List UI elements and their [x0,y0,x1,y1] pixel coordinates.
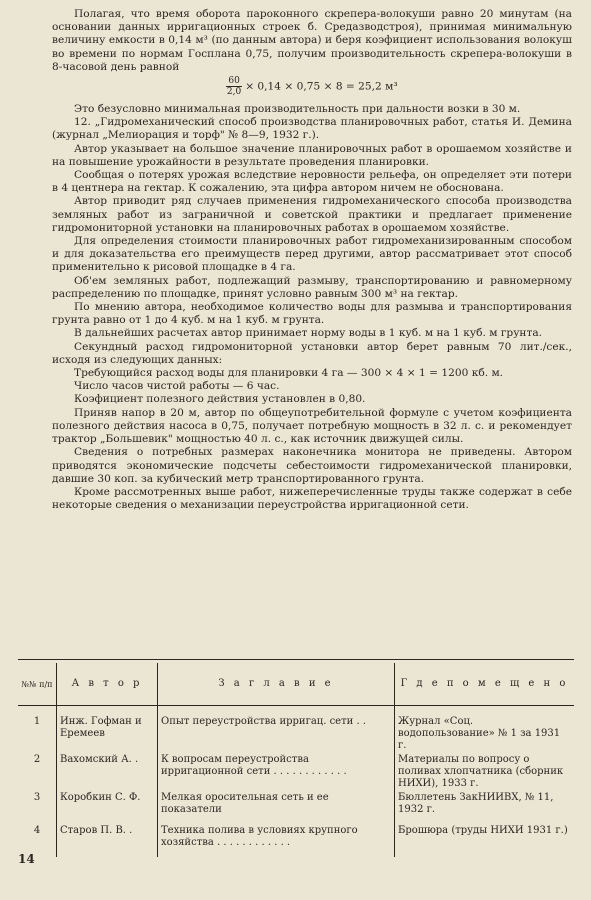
paragraph: Сведения о потребных размерах наконечника монитора не приведены. Автором приводятся экономические подсчеты себестоимости гидромеханической планировки, давшие 30 коп. за кубический метр транспортированного грунта. [52,446,572,485]
row-title: К вопросам переустройства ирригационной сети . . . . . . . . . . . . [158,753,395,791]
row-author: Вахомский А. . [57,753,158,791]
paragraph: По мнению автора, необходимое количество воды для размыва и транспортирования грунта равно от 1 до 4 куб. м на 1 куб. м грунта. [52,301,572,327]
paragraph: Требующийся расход воды для планировки 4 га — 300 × 4 × 1 = 1200 кб. м. [74,367,504,380]
row-number: 1 [18,706,57,754]
paragraph: Кроме рассмотренных выше работ, нижеперечисленные труды также содержат в себе некоторые сведения о механизации переустройства ирригационной сети. [52,485,572,512]
table-row [18,753,574,791]
paragraph: В дальнейших расчетах автор принимает норму воды в 1 куб. м на 1 куб. м грунта. [74,327,543,340]
paragraph: Полагая, что время оборота пароконного скрепера-волокуши равно 20 минутам (на основании данных ирригационных строек б. Средазводстроя), принимая минимальную величину емкости в 0,14 м³ (по данным автора) и беря коэфициент использования волокуш во времени по нормам Госплана 0,75, получим производительность скрепера-волокуши в 8-часовой день равной [52,8,572,73]
header-title: З а г л а в и е [158,663,395,706]
row-author: Инж. Гофман и Еремеев [57,706,158,754]
row-title: Техника полива в условиях крупного хозяйства . . . . . . . . . . . . [158,824,395,857]
row-title: Мелкая оросительная сеть и ее показатели [158,791,395,824]
table-header-row [18,663,574,706]
header-where: Г д е п о м е щ е н о [395,663,575,706]
formula-numerator: 60 [228,76,240,87]
paragraph-item-12: 12. „Гидромеханический способ производства планировочных работ, статья И. Демина (журнал „Мелиорация и торф" № 8—9, 1932 г.). [52,116,572,142]
paragraph: Для определения стоимости планировочных работ гидромеханизированным способом и для доказательства его преимуществ перед другими, автор рассматривает этот способ применительно к рисовой площадке в 4 га. [52,235,572,274]
formula-fraction [226,76,241,97]
paragraph: Автор указывает на большое значение планировочных работ в орошаемом хозяйстве и на повышение урожайности в результате проведения планировки. [52,142,572,168]
row-author: Старов П. В. . [57,824,158,857]
row-number: 2 [18,753,57,791]
row-where: Бюллетень ЗакНИИВХ, № 11, 1932 г. [398,792,554,815]
paragraph: Коэфициент полезного действия установлен в 0,80. [74,393,366,406]
row-number: 3 [18,791,57,824]
references-table [18,663,574,857]
paragraph: Приняв напор в 20 м, автор по общеупотребительной формуле с учетом коэфициента полезного действия насоса в 0,75, получает потребную мощность в 32 л. с. и рекомендует трактор „Большевик" мощностью 40 л. с., как источник движущей силы. [52,406,572,446]
paragraph: Сообщая о потерях урожая вследствие неровности рельефа, он определяет эти потери в 4 центнера на гектар. К сожалению, эта цифра автором ничем не обоснована. [52,169,572,195]
row-author: Коробкин С. Ф. [57,791,158,824]
header-author: А в т о р [57,663,158,706]
paragraph: Число часов чистой работы — 6 час. [74,380,280,393]
formula-rest: × 0,14 × 0,75 × 8 = 25,2 м³ [245,80,398,93]
table-row [18,824,574,857]
formula-denominator: 2,0 [226,87,242,98]
productivity-formula [52,76,572,97]
table-top-rule [18,659,574,660]
paragraph: Автор приводит ряд случаев применения гидромеханического способа производства земляных работ из заграничной и советской практики и предлагает применение гидромониторной установки на планировочных работах в орошаемом хозяйстве. [52,195,572,234]
paragraph: Секундный расход гидромониторной установки автор берет равным 70 лит./сек., исходя из следующих данных: [52,340,572,366]
row-number: 4 [18,824,57,857]
page-number: 14 [18,852,35,866]
paragraph: Об'ем земляных работ, подлежащий размыву, транспортированию и равномерному распределению по площадке, принят условно равным 300 м³ на гектар. [52,274,572,300]
paragraph: Это безусловно минимальная производительность при дальности возки в 30 м. [74,103,521,116]
row-where: Материалы по вопросу о поливах хлопчатника (сборник НИХИ), 1933 г. [398,754,564,789]
row-where: Брошюра (труды НИХИ 1931 г.) [398,825,568,836]
table-row [18,706,574,754]
row-where: Журнал «Соц. водопользование» № 1 за 1931 г. [398,716,561,751]
header-number: №№ п/п [18,663,57,706]
body-text [52,8,572,512]
table-row [18,791,574,824]
row-title: Опыт переустройства ирригац. сети . . [158,706,395,754]
